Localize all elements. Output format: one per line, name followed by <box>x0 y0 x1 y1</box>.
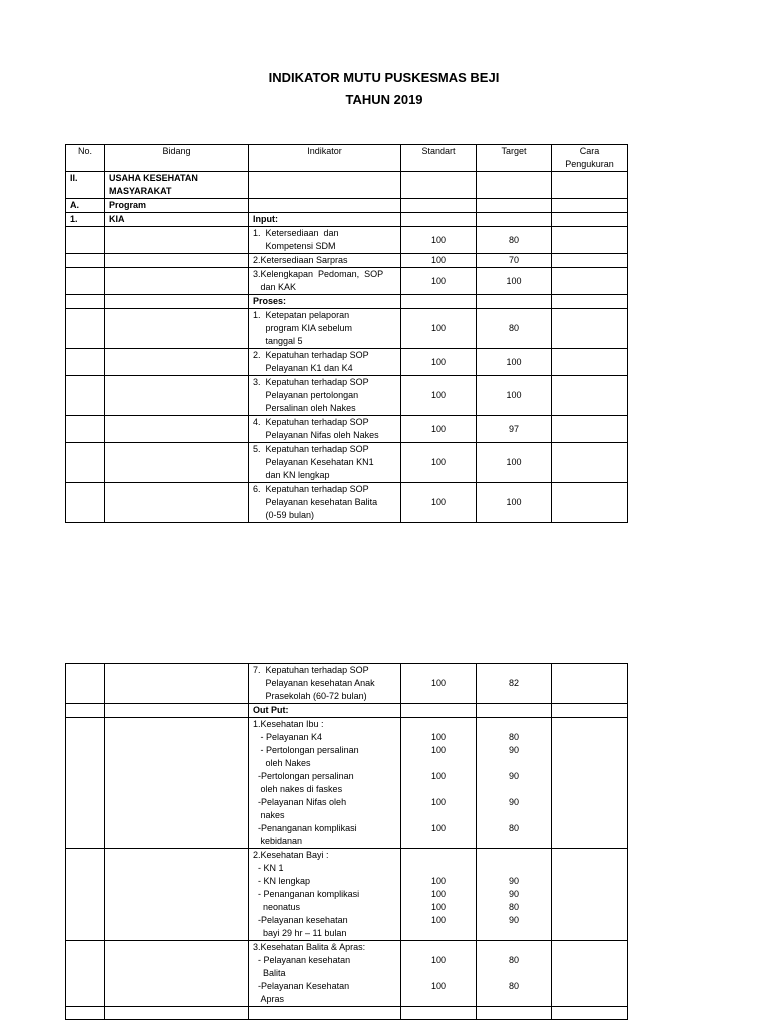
row-bidang <box>105 227 249 254</box>
row-cara-pengukuran <box>552 1007 628 1020</box>
row-standart: 100 <box>401 268 477 295</box>
row-standart <box>401 1007 477 1020</box>
row-indikator <box>249 1007 401 1020</box>
row-indikator: 5. Kepatuhan terhadap SOP Pelayanan Kesehatan KN1 dan KN lengkap <box>249 443 401 483</box>
table-row <box>66 213 628 227</box>
row-standart: 100 <box>401 376 477 416</box>
row-cara-pengukuran <box>552 172 628 199</box>
row-cara-pengukuran <box>552 199 628 213</box>
row-bidang <box>105 416 249 443</box>
row-bidang <box>105 1007 249 1020</box>
row-bidang <box>105 309 249 349</box>
row-standart <box>401 213 477 227</box>
row-no: A. <box>66 199 105 213</box>
header-standart: Standart <box>401 145 477 172</box>
row-no <box>66 376 105 416</box>
row-standart: 100 <box>401 416 477 443</box>
row-no <box>66 704 105 718</box>
table-row <box>66 199 628 213</box>
row-cara-pengukuran <box>552 376 628 416</box>
row-standart <box>401 199 477 213</box>
row-standart: 100 <box>401 349 477 376</box>
header-target: Target <box>477 145 552 172</box>
row-standart: 100 <box>401 309 477 349</box>
table-row <box>66 376 628 416</box>
row-bidang <box>105 941 249 1007</box>
row-bidang <box>105 849 249 941</box>
row-target: 100 <box>477 483 552 523</box>
row-indikator <box>249 199 401 213</box>
header-bidang: Bidang <box>105 145 249 172</box>
row-cara-pengukuran <box>552 309 628 349</box>
row-standart: 100 <box>401 254 477 268</box>
table-row <box>66 849 628 941</box>
row-standart <box>401 704 477 718</box>
table-row <box>66 941 628 1007</box>
row-no <box>66 849 105 941</box>
row-no <box>66 1007 105 1020</box>
row-no <box>66 483 105 523</box>
row-target: 97 <box>477 416 552 443</box>
row-indikator: 2. Kepatuhan terhadap SOP Pelayanan K1 dan K4 <box>249 349 401 376</box>
row-target: 100 <box>477 349 552 376</box>
row-indikator: 1. Ketepatan pelaporan program KIA sebelum tanggal 5 <box>249 309 401 349</box>
row-standart: 100 <box>401 664 477 704</box>
row-bidang <box>105 704 249 718</box>
header-cara-pengukuran: Cara Pengukuran <box>552 145 628 172</box>
table-row <box>66 227 628 254</box>
row-no <box>66 416 105 443</box>
row-standart: 100 <box>401 227 477 254</box>
row-indikator: Out Put: <box>249 704 401 718</box>
row-cara-pengukuran <box>552 664 628 704</box>
row-cara-pengukuran <box>552 443 628 483</box>
table-row <box>66 483 628 523</box>
row-no: 1. <box>66 213 105 227</box>
row-target: 82 <box>477 664 552 704</box>
row-cara-pengukuran <box>552 254 628 268</box>
table-row <box>66 295 628 309</box>
row-bidang: Program <box>105 199 249 213</box>
row-no <box>66 227 105 254</box>
row-indikator: 1.Kesehatan Ibu : - Pelayanan K4 - Pertolongan persalinan oleh Nakes -Pertolongan persalinan oleh nakes di faskes -Pelayanan Nifas oleh nakes -Penanganan komplikasi kebidanan <box>249 718 401 849</box>
row-target <box>477 213 552 227</box>
row-target: 80 80 <box>477 941 552 1007</box>
row-cara-pengukuran <box>552 849 628 941</box>
row-no <box>66 664 105 704</box>
table-row <box>66 704 628 718</box>
row-target: 90 90 80 90 <box>477 849 552 941</box>
row-indikator: 7. Kepatuhan terhadap SOP Pelayanan kesehatan Anak Prasekolah (60-72 bulan) <box>249 664 401 704</box>
table-row <box>66 443 628 483</box>
table-row <box>66 268 628 295</box>
row-cara-pengukuran <box>552 213 628 227</box>
header-indikator: Indikator <box>249 145 401 172</box>
row-indikator <box>249 172 401 199</box>
row-indikator: 6. Kepatuhan terhadap SOP Pelayanan kesehatan Balita (0-59 bulan) <box>249 483 401 523</box>
row-target: 100 <box>477 268 552 295</box>
row-no <box>66 941 105 1007</box>
row-no: II. <box>66 172 105 199</box>
table-header-row <box>66 145 628 172</box>
row-bidang: KIA <box>105 213 249 227</box>
row-bidang <box>105 349 249 376</box>
row-no <box>66 718 105 849</box>
row-standart: 100 100 100 100 <box>401 849 477 941</box>
row-target: 80 90 90 90 80 <box>477 718 552 849</box>
row-target: 100 <box>477 376 552 416</box>
row-cara-pengukuran <box>552 941 628 1007</box>
row-cara-pengukuran <box>552 483 628 523</box>
indicator-table-2 <box>65 663 628 1020</box>
row-standart: 100 <box>401 483 477 523</box>
row-bidang <box>105 718 249 849</box>
table-row <box>66 309 628 349</box>
row-bidang <box>105 443 249 483</box>
row-indikator: 2.Ketersediaan Sarpras <box>249 254 401 268</box>
row-indikator: 3. Kepatuhan terhadap SOP Pelayanan pertolongan Persalinan oleh Nakes <box>249 376 401 416</box>
row-cara-pengukuran <box>552 349 628 376</box>
row-standart: 100 100 <box>401 941 477 1007</box>
row-bidang <box>105 376 249 416</box>
row-bidang <box>105 483 249 523</box>
row-target <box>477 1007 552 1020</box>
row-target <box>477 295 552 309</box>
row-bidang: USAHA KESEHATAN MASYARAKAT <box>105 172 249 199</box>
row-indikator: 4. Kepatuhan terhadap SOP Pelayanan Nifas oleh Nakes <box>249 416 401 443</box>
table-row <box>66 172 628 199</box>
table-row <box>66 664 628 704</box>
row-target: 80 <box>477 309 552 349</box>
row-indikator: 3.Kesehatan Balita & Apras: - Pelayanan kesehatan Balita -Pelayanan Kesehatan Apras <box>249 941 401 1007</box>
row-cara-pengukuran <box>552 704 628 718</box>
row-target <box>477 199 552 213</box>
row-target <box>477 172 552 199</box>
row-standart: 100 <box>401 443 477 483</box>
row-indikator: 3.Kelengkapan Pedoman, SOP dan KAK <box>249 268 401 295</box>
table-row <box>66 1007 628 1020</box>
row-bidang <box>105 295 249 309</box>
row-no <box>66 268 105 295</box>
row-target: 100 <box>477 443 552 483</box>
table-row <box>66 416 628 443</box>
table-row <box>66 254 628 268</box>
document-title: INDIKATOR MUTU PUSKESMAS BEJI <box>268 70 500 85</box>
row-standart <box>401 172 477 199</box>
row-cara-pengukuran <box>552 227 628 254</box>
row-bidang <box>105 254 249 268</box>
indicator-table-1 <box>65 144 628 523</box>
row-cara-pengukuran <box>552 718 628 849</box>
row-indikator: 1. Ketersediaan dan Kompetensi SDM <box>249 227 401 254</box>
row-target: 70 <box>477 254 552 268</box>
row-indikator: 2.Kesehatan Bayi : - KN 1 - KN lengkap - Penanganan komplikasi neonatus -Pelayanan kesehatan bayi 29 hr – 11 bulan <box>249 849 401 941</box>
row-standart <box>401 295 477 309</box>
table-row <box>66 718 628 849</box>
row-indikator: Proses: <box>249 295 401 309</box>
row-no <box>66 309 105 349</box>
row-cara-pengukuran <box>552 268 628 295</box>
document-year: TAHUN 2019 <box>345 92 423 107</box>
row-bidang <box>105 268 249 295</box>
row-bidang <box>105 664 249 704</box>
row-standart: 100 100 100 100 100 <box>401 718 477 849</box>
row-target <box>477 704 552 718</box>
header-no: No. <box>66 145 105 172</box>
row-no <box>66 349 105 376</box>
table-row <box>66 349 628 376</box>
row-indikator: Input: <box>249 213 401 227</box>
row-cara-pengukuran <box>552 416 628 443</box>
row-no <box>66 254 105 268</box>
row-target: 80 <box>477 227 552 254</box>
row-no <box>66 443 105 483</box>
row-cara-pengukuran <box>552 295 628 309</box>
row-no <box>66 295 105 309</box>
